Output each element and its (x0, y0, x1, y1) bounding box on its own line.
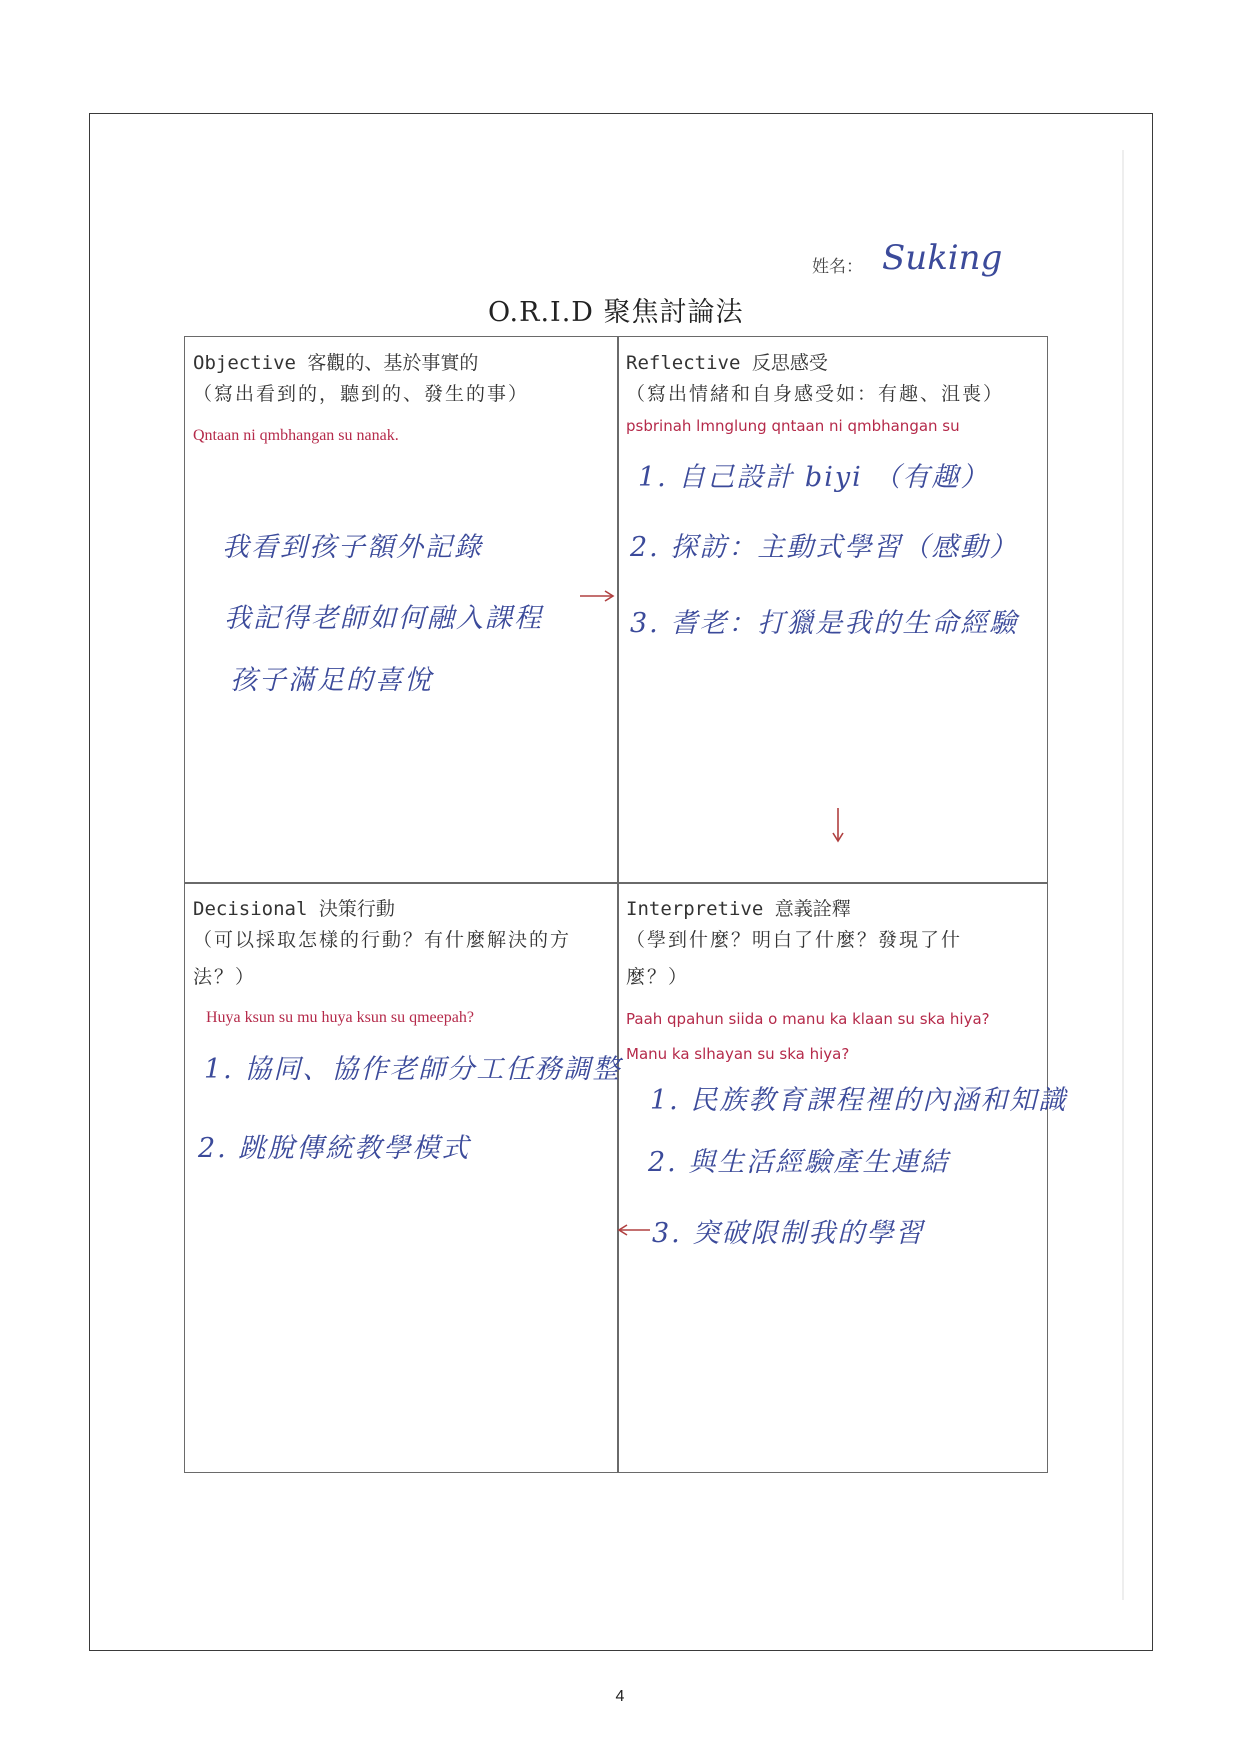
interpretive-prompt-2: Manu ka slhayan su ska hiya? (626, 1045, 850, 1063)
interpretive-subtitle-line-1: （學到什麼？明白了什麼？發現了什 (626, 929, 963, 951)
decisional-subtitle-line-2: 法？） (193, 966, 257, 988)
interpretive-answer-2: 2. 與生活經驗產生連結 (648, 1147, 950, 1178)
reflective-answer-3: 3. 耆老：打獵是我的生命經驗 (630, 608, 1019, 639)
decisional-answer-2: 2. 跳脫傳統教學模式 (198, 1133, 471, 1164)
decisional-prompt: Huya ksun su mu huya ksun su qmeepah? (206, 1009, 474, 1026)
objective-answer-1: 我看到孩子額外記錄 (222, 532, 483, 563)
reflective-answer-1: 1. 自己設計 biyi （有趣） (638, 462, 990, 493)
grid-divider-vertical (617, 336, 619, 1473)
objective-prompt: Qntaan ni qmbhangan su nanak. (193, 427, 399, 444)
scan-artifact-line (1122, 150, 1124, 1600)
interpretive-subtitle-line-2: 麼？） (626, 966, 690, 988)
objective-answer-3: 孩子滿足的喜悅 (230, 665, 433, 696)
objective-subtitle: （寫出看到的，聽到的、發生的事） (193, 383, 530, 405)
arrow-left-icon (616, 1220, 652, 1240)
interpretive-heading: Interpretive 意義詮釋 (626, 898, 851, 920)
arrow-down-icon (828, 806, 848, 846)
decisional-heading: Decisional 決策行動 (193, 898, 395, 920)
arrow-right-icon (578, 586, 618, 606)
decisional-answer-1: 1. 協同、協作老師分工任務調整 (204, 1054, 622, 1085)
objective-heading: Objective 客觀的、基於事實的 (193, 352, 479, 374)
name-label: 姓名： (812, 257, 863, 277)
interpretive-answer-3: 3. 突破限制我的學習 (652, 1218, 925, 1249)
name-value: Suking (882, 238, 1003, 278)
grid-divider-horizontal (184, 882, 1048, 884)
reflective-answer-2: 2. 探訪：主動式學習（感動） (630, 532, 1019, 563)
interpretive-answer-1: 1. 民族教育課程裡的內涵和知識 (650, 1085, 1068, 1116)
decisional-subtitle-line-1: （可以採取怎樣的行動？有什麼解決的方 (193, 929, 572, 951)
objective-answer-2: 我記得老師如何融入課程 (224, 603, 543, 634)
reflective-subtitle: （寫出情緒和自身感受如：有趣、沮喪） (626, 383, 1005, 405)
page-number: 4 (615, 1688, 625, 1705)
reflective-prompt: psbrinah lmnglung qntaan ni qmbhangan su (626, 417, 960, 435)
reflective-heading: Reflective 反思感受 (626, 352, 828, 374)
page-title: O.R.I.D 聚焦討論法 (488, 297, 744, 328)
interpretive-prompt-1: Paah qpahun siida o manu ka klaan su ska hiya? (626, 1010, 990, 1028)
